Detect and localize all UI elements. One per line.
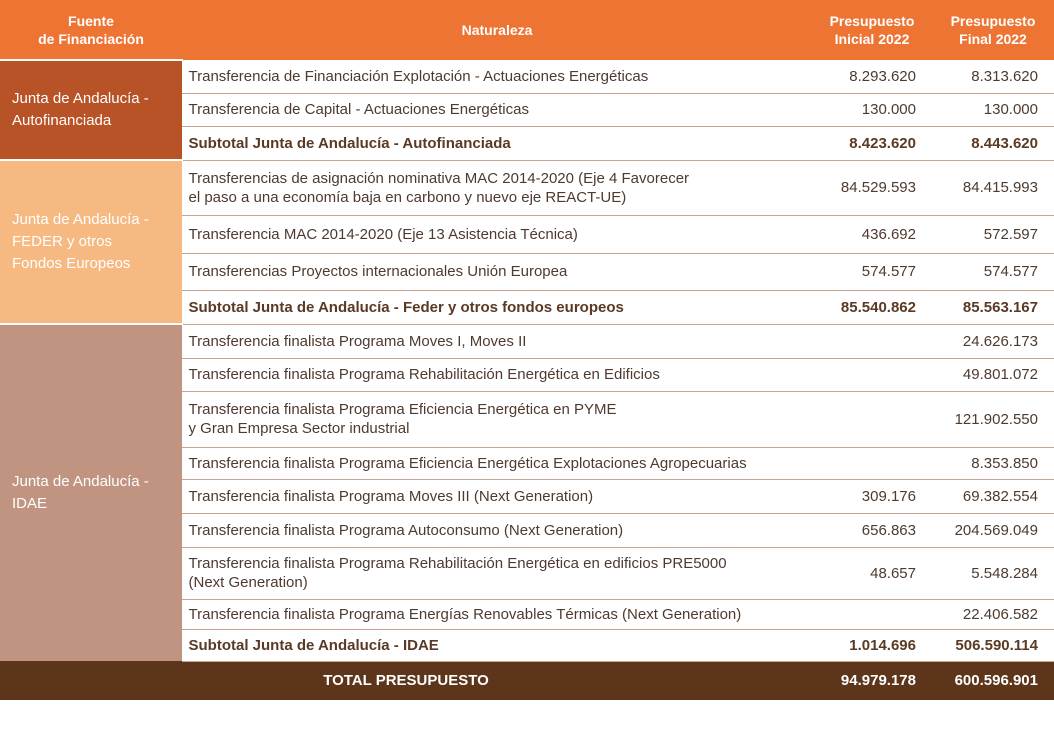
total-final: 600.596.901: [932, 661, 1054, 700]
row-initial: 436.692: [812, 215, 932, 253]
total-row: [0, 661, 1054, 700]
subtotal-initial: 8.423.620: [812, 126, 932, 160]
row-final: 572.597: [932, 215, 1054, 253]
row-final: 24.626.173: [932, 324, 1054, 358]
row-initial: 48.657: [812, 547, 932, 599]
table-row: [0, 324, 1054, 358]
row-initial: [812, 391, 932, 447]
row-final: 8.313.620: [932, 60, 1054, 93]
row-final: 5.548.284: [932, 547, 1054, 599]
subtotal-final: 506.590.114: [932, 629, 1054, 661]
source-cell-autofinanciada: Junta de Andalucía - Autofinanciada: [0, 60, 182, 160]
source-cell-idae: Junta de Andalucía - IDAE: [0, 324, 182, 661]
row-final: 574.577: [932, 253, 1054, 290]
row-final: 49.801.072: [932, 358, 1054, 391]
row-label: Transferencia MAC 2014-2020 (Eje 13 Asistencia Técnica): [182, 215, 812, 253]
subtotal-initial: 1.014.696: [812, 629, 932, 661]
row-label: Transferencia finalista Programa Eficiencia Energética en PYME y Gran Empresa Sector industrial: [182, 391, 812, 447]
row-initial: 309.176: [812, 479, 932, 513]
total-initial: 94.979.178: [812, 661, 932, 700]
header-source: Fuente de Financiación: [0, 0, 182, 60]
table-row: [0, 60, 1054, 93]
subtotal-label: Subtotal Junta de Andalucía - IDAE: [182, 629, 812, 661]
header-nature: Naturaleza: [182, 0, 812, 60]
row-initial: [812, 358, 932, 391]
row-final: 8.353.850: [932, 447, 1054, 479]
row-label: Transferencias de asignación nominativa MAC 2014-2020 (Eje 4 Favorecer el paso a una economía baja en carbono y nuevo eje REACT-UE): [182, 160, 812, 215]
row-label: Transferencia finalista Programa Rehabilitación Energética en Edificios: [182, 358, 812, 391]
row-initial: 656.863: [812, 513, 932, 547]
row-label: Transferencia finalista Programa Moves III (Next Generation): [182, 479, 812, 513]
header-initial: Presupuesto Inicial 2022: [812, 0, 932, 60]
header-final: Presupuesto Final 2022: [932, 0, 1054, 60]
row-label: Transferencia de Financiación Explotación - Actuaciones Energéticas: [182, 60, 812, 93]
row-label: Transferencia finalista Programa Energías Renovables Térmicas (Next Generation): [182, 599, 812, 629]
row-final: 22.406.582: [932, 599, 1054, 629]
source-cell-feder: Junta de Andalucía - FEDER y otros Fondos Europeos: [0, 160, 182, 324]
total-label: TOTAL PRESUPUESTO: [0, 661, 812, 700]
subtotal-final: 85.563.167: [932, 290, 1054, 324]
row-initial: 574.577: [812, 253, 932, 290]
row-initial: [812, 324, 932, 358]
row-label: Transferencia finalista Programa Rehabilitación Energética en edificios PRE5000 (Next Generation): [182, 547, 812, 599]
row-label: Transferencia finalista Programa Autoconsumo (Next Generation): [182, 513, 812, 547]
row-final: 204.569.049: [932, 513, 1054, 547]
table-row: [0, 160, 1054, 215]
row-initial: [812, 447, 932, 479]
row-final: 121.902.550: [932, 391, 1054, 447]
row-label: Transferencias Proyectos internacionales Unión Europea: [182, 253, 812, 290]
row-label: Transferencia finalista Programa Moves I, Moves II: [182, 324, 812, 358]
row-final: 69.382.554: [932, 479, 1054, 513]
row-final: 84.415.993: [932, 160, 1054, 215]
subtotal-label: Subtotal Junta de Andalucía - Feder y otros fondos europeos: [182, 290, 812, 324]
row-initial: 8.293.620: [812, 60, 932, 93]
row-initial: 84.529.593: [812, 160, 932, 215]
subtotal-label: Subtotal Junta de Andalucía - Autofinanciada: [182, 126, 812, 160]
row-initial: 130.000: [812, 93, 932, 126]
row-final: 130.000: [932, 93, 1054, 126]
header-row: [0, 0, 1054, 60]
row-label: Transferencia finalista Programa Eficiencia Energética Explotaciones Agropecuarias: [182, 447, 812, 479]
row-label: Transferencia de Capital - Actuaciones Energéticas: [182, 93, 812, 126]
subtotal-initial: 85.540.862: [812, 290, 932, 324]
row-initial: [812, 599, 932, 629]
subtotal-final: 8.443.620: [932, 126, 1054, 160]
